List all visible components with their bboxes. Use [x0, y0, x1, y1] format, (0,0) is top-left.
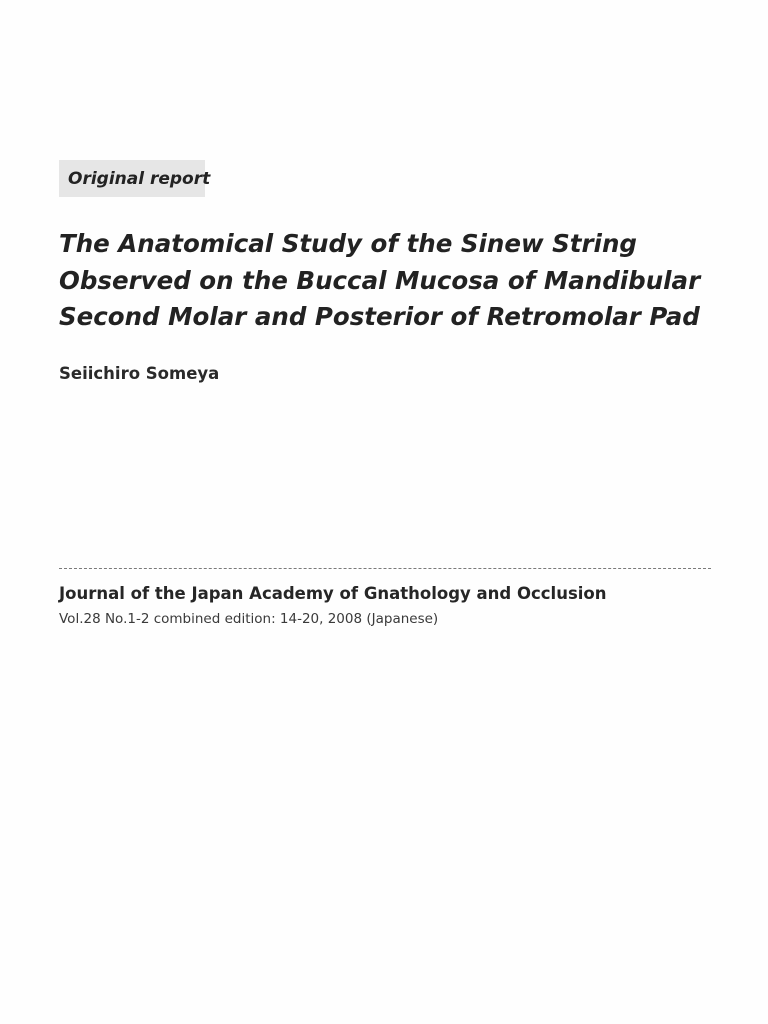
paper-title — [59, 226, 739, 336]
author-name: Seiichiro Someya — [59, 364, 220, 383]
dashed-divider — [59, 568, 711, 569]
journal-name: Journal of the Japan Academy of Gnathology and Occlusion — [59, 584, 607, 603]
journal-citation: Vol.28 No.1-2 combined edition: 14-20, 2008 (Japanese) — [59, 611, 439, 627]
article-type-badge — [59, 160, 211, 197]
title-line: Second Molar and Posterior of Retromolar Pad — [59, 302, 700, 331]
title-line: The Anatomical Study of the Sinew String — [59, 229, 637, 258]
article-type-label: Original report — [68, 168, 211, 189]
title-line: Observed on the Buccal Mucosa of Mandibular — [59, 265, 701, 295]
